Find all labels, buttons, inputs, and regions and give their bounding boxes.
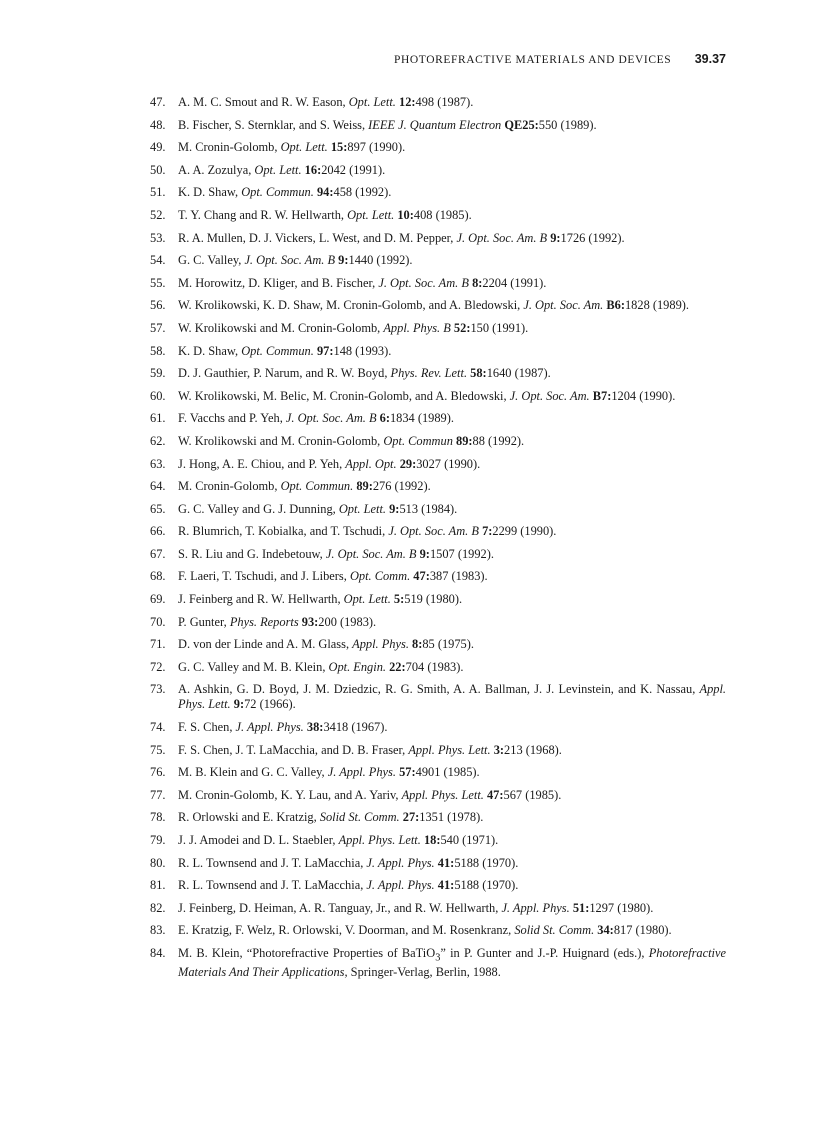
reference-segment: K. D. Shaw, bbox=[178, 185, 242, 200]
journal-title: Opt. Lett. bbox=[254, 162, 302, 177]
reference-segment: 213 (1968). bbox=[504, 742, 562, 757]
reference-entry bbox=[150, 434, 726, 449]
reference-segment: 1640 (1987). bbox=[486, 366, 551, 381]
reference-text bbox=[178, 833, 726, 848]
reference-segment: W. Krolikowski, M. Belic, M. Cronin-Golomb, and A. Bledowski, bbox=[178, 388, 510, 403]
reference-entry bbox=[150, 878, 726, 893]
volume-number: 7: bbox=[482, 524, 493, 539]
reference-segment: J. Hong, A. E. Chiou, and P. Yeh, bbox=[178, 456, 346, 471]
reference-number: 59. bbox=[150, 366, 166, 381]
journal-title: Opt. Commun. bbox=[280, 479, 354, 494]
reference-entry bbox=[150, 524, 726, 539]
journal-title: Photorefractive Materials And Their Applications, bbox=[178, 945, 726, 980]
volume-number: 97: bbox=[316, 343, 334, 358]
journal-title: Appl. Phys. Lett. bbox=[408, 742, 491, 757]
volume-number: 51: bbox=[572, 900, 590, 915]
reference-number: 67. bbox=[150, 546, 166, 561]
volume-number: 3: bbox=[493, 742, 505, 757]
volume-number: 22: bbox=[389, 659, 406, 674]
reference-segment: 5188 (1970). bbox=[454, 855, 519, 870]
reference-number: 47. bbox=[150, 95, 166, 109]
reference-segment: F. Vacchs and P. Yeh, bbox=[178, 411, 286, 426]
reference-text bbox=[178, 615, 726, 630]
reference-segment: 3027 (1990). bbox=[416, 456, 481, 471]
volume-number: 29: bbox=[399, 456, 417, 471]
volume-number: 12: bbox=[399, 95, 416, 109]
reference-text bbox=[178, 276, 726, 291]
reference-text bbox=[178, 344, 726, 359]
reference-segment: M. B. Klein, “Photorefractive Properties of BaTiO bbox=[178, 945, 436, 960]
reference-number: 56. bbox=[150, 298, 166, 313]
journal-title: Appl. Phys. bbox=[352, 637, 409, 652]
reference-segment: W. Krolikowski and M. Cronin-Golomb, bbox=[178, 433, 384, 448]
reference-entry bbox=[150, 185, 726, 200]
reference-entry bbox=[150, 457, 726, 472]
journal-title: Opt. Engin. bbox=[328, 659, 386, 674]
reference-segment: G. C. Valley and M. B. Klein, bbox=[178, 659, 329, 674]
reference-segment: E. Kratzig, F. Welz, R. Orlowski, V. Doorman, and M. Rosenkranz, bbox=[178, 923, 515, 938]
reference-segment: M. Horowitz, D. Kliger, and B. Fischer, bbox=[178, 275, 379, 290]
reference-segment: 817 (1980). bbox=[613, 923, 672, 938]
reference-text bbox=[178, 946, 726, 980]
reference-text bbox=[178, 389, 726, 404]
volume-number: 41: bbox=[437, 855, 455, 870]
journal-title: Appl. Phys. B bbox=[383, 320, 451, 335]
reference-entry bbox=[150, 118, 726, 133]
reference-list bbox=[150, 95, 726, 988]
journal-title: Solid St. Comm. bbox=[319, 810, 400, 825]
running-header bbox=[150, 52, 726, 66]
reference-text bbox=[178, 743, 726, 758]
reference-number: 65. bbox=[150, 501, 166, 516]
reference-number: 55. bbox=[150, 275, 166, 290]
volume-number: 52: bbox=[453, 320, 471, 335]
reference-segment: 567 (1985). bbox=[503, 787, 562, 802]
reference-segment: G. C. Valley and G. J. Dunning, bbox=[178, 501, 339, 516]
reference-segment: 200 (1983). bbox=[318, 614, 377, 629]
reference-segment: 5188 (1970). bbox=[454, 878, 519, 893]
journal-title: J. Opt. Soc. Am. bbox=[509, 388, 590, 403]
reference-number: 62. bbox=[150, 433, 166, 448]
reference-entry bbox=[150, 833, 726, 848]
reference-entry bbox=[150, 411, 726, 426]
running-title: PHOTOREFRACTIVE MATERIALS AND DEVICES bbox=[393, 54, 672, 66]
reference-segment: R. A. Mullen, D. J. Vickers, L. West, and D. M. Pepper, bbox=[178, 230, 457, 245]
reference-text bbox=[178, 923, 726, 938]
reference-text bbox=[178, 810, 726, 825]
reference-segment: M. Cronin-Golomb, K. Y. Lau, and A. Yariv, bbox=[178, 787, 402, 802]
reference-entry bbox=[150, 208, 726, 223]
journal-title: J. Appl. Phys. bbox=[366, 878, 435, 893]
reference-segment: 1440 (1992). bbox=[348, 253, 413, 268]
journal-title: J. Opt. Soc. Am. B bbox=[388, 524, 479, 539]
reference-segment: 148 (1993). bbox=[333, 343, 392, 358]
reference-segment: 1297 (1980). bbox=[589, 900, 654, 915]
journal-title: Opt. Lett. bbox=[280, 140, 328, 155]
reference-entry bbox=[150, 901, 726, 916]
volume-number: 41: bbox=[437, 878, 455, 893]
reference-segment: 897 (1990). bbox=[347, 140, 406, 155]
reference-number: 71. bbox=[150, 637, 166, 652]
reference-segment: J. Feinberg, D. Heiman, A. R. Tanguay, Jr., and R. W. Hellwarth, bbox=[178, 900, 502, 915]
journal-title: Opt. Lett. bbox=[338, 501, 386, 516]
reference-number: 70. bbox=[150, 614, 166, 629]
journal-title: J. Appl. Phys. bbox=[501, 900, 570, 915]
reference-entry bbox=[150, 856, 726, 871]
reference-segment: 150 (1991). bbox=[470, 320, 529, 335]
reference-text bbox=[178, 569, 726, 584]
reference-segment: 540 (1971). bbox=[440, 833, 499, 847]
reference-segment: F. S. Chen, J. T. LaMacchia, and D. B. Fraser, bbox=[178, 742, 409, 757]
journal-title: Opt. Commun bbox=[383, 433, 453, 448]
reference-text bbox=[178, 163, 726, 178]
reference-number: 51. bbox=[150, 185, 166, 200]
reference-segment: 1726 (1992). bbox=[560, 230, 625, 245]
volume-number: 93: bbox=[301, 614, 319, 629]
reference-number: 50. bbox=[150, 162, 166, 177]
reference-segment: M. Cronin-Golomb, bbox=[178, 140, 281, 155]
reference-text bbox=[178, 321, 726, 336]
reference-segment: 3418 (1967). bbox=[323, 720, 388, 735]
reference-entry bbox=[150, 344, 726, 359]
journal-title: J. Opt. Soc. Am. B bbox=[325, 546, 417, 561]
reference-segment: K. D. Shaw, bbox=[178, 343, 242, 358]
journal-title: J. Opt. Soc. Am. B bbox=[244, 253, 336, 268]
reference-segment: 513 (1984). bbox=[399, 501, 458, 516]
reference-number: 77. bbox=[150, 787, 166, 802]
reference-number: 83. bbox=[150, 923, 166, 938]
volume-number: 57: bbox=[399, 765, 416, 780]
volume-number: 9: bbox=[338, 253, 349, 268]
reference-segment: 550 (1989). bbox=[538, 117, 597, 132]
reference-segment: S. R. Liu and G. Indebetouw, bbox=[178, 546, 326, 561]
reference-segment: J. Feinberg and R. W. Hellwarth, bbox=[178, 592, 344, 607]
reference-number: 63. bbox=[150, 456, 166, 471]
reference-entry bbox=[150, 569, 726, 584]
reference-text bbox=[178, 366, 726, 381]
reference-segment: 408 (1985). bbox=[413, 207, 472, 222]
reference-segment: B. Fischer, S. Sternklar, and S. Weiss, bbox=[178, 117, 369, 132]
reference-text bbox=[178, 95, 726, 110]
reference-segment: J. J. Amodei and D. L. Staebler, bbox=[178, 833, 339, 847]
reference-text bbox=[178, 208, 726, 223]
reference-entry bbox=[150, 682, 726, 712]
reference-entry bbox=[150, 946, 726, 980]
volume-number: 38: bbox=[306, 720, 324, 735]
reference-segment: G. C. Valley, bbox=[178, 253, 245, 268]
reference-segment: 2204 (1991). bbox=[482, 275, 547, 290]
journal-title: J. Opt. Soc. Am. B bbox=[285, 411, 377, 426]
volume-number: 47: bbox=[413, 569, 430, 584]
reference-segment: 1834 (1989). bbox=[389, 411, 454, 426]
reference-entry bbox=[150, 276, 726, 291]
journal-title: Opt. Commun. bbox=[241, 343, 314, 358]
reference-entry bbox=[150, 547, 726, 562]
reference-entry bbox=[150, 389, 726, 404]
reference-entry bbox=[150, 366, 726, 381]
reference-text bbox=[178, 720, 726, 735]
reference-number: 49. bbox=[150, 140, 166, 155]
reference-entry bbox=[150, 479, 726, 494]
reference-segment: 387 (1983). bbox=[429, 569, 488, 584]
reference-text bbox=[178, 547, 726, 562]
reference-text bbox=[178, 788, 726, 803]
reference-text bbox=[178, 298, 726, 313]
reference-segment: 1828 (1989). bbox=[624, 298, 689, 313]
journal-title: J. Opt. Soc. Am. bbox=[523, 298, 604, 313]
reference-segment: 458 (1992). bbox=[333, 185, 392, 200]
reference-text bbox=[178, 479, 726, 494]
journal-title: Phys. Reports bbox=[229, 614, 299, 629]
reference-entry bbox=[150, 95, 726, 110]
reference-segment: 2299 (1990). bbox=[492, 524, 557, 539]
reference-text bbox=[178, 878, 726, 893]
reference-segment: R. Orlowski and E. Kratzig, bbox=[178, 810, 320, 825]
reference-number: 73. bbox=[150, 682, 166, 697]
volume-number: 27: bbox=[402, 810, 420, 825]
reference-entry bbox=[150, 720, 726, 735]
reference-segment: D. J. Gauthier, P. Narum, and R. W. Boyd, bbox=[178, 366, 391, 381]
reference-segment: M. Cronin-Golomb, bbox=[178, 479, 281, 494]
journal-title: J. Opt. Soc. Am. B bbox=[456, 230, 548, 245]
journal-title: Opt. Lett. bbox=[343, 592, 391, 607]
journal-title: Appl. Opt. bbox=[345, 456, 397, 471]
reference-segment: 72 (1966). bbox=[244, 697, 296, 712]
reference-number: 60. bbox=[150, 388, 166, 403]
reference-entry bbox=[150, 253, 726, 268]
reference-number: 74. bbox=[150, 720, 166, 735]
journal-title: Opt. Lett. bbox=[347, 207, 395, 222]
reference-number: 82. bbox=[150, 900, 166, 915]
reference-segment: 704 (1983). bbox=[405, 659, 464, 674]
reference-number: 79. bbox=[150, 833, 166, 847]
reference-segment: Springer-Verlag, Berlin, 1988. bbox=[347, 965, 501, 980]
reference-text bbox=[178, 253, 726, 268]
reference-segment: 519 (1980). bbox=[404, 592, 463, 607]
reference-number: 80. bbox=[150, 855, 166, 870]
reference-entry bbox=[150, 743, 726, 758]
journal-title: Appl. Phys. Lett. bbox=[338, 833, 421, 847]
reference-segment: R. L. Townsend and J. T. LaMacchia, bbox=[178, 878, 367, 893]
reference-segment: 1351 (1978). bbox=[419, 810, 484, 825]
journal-title: J. Appl. Phys. bbox=[327, 765, 396, 780]
reference-entry bbox=[150, 140, 726, 155]
reference-number: 61. bbox=[150, 411, 166, 426]
reference-number: 69. bbox=[150, 592, 166, 607]
reference-segment: 498 (1987). bbox=[415, 95, 474, 109]
reference-segment: 85 (1975). bbox=[422, 637, 474, 652]
volume-number: QE25: bbox=[504, 117, 539, 132]
page-number: 39.37 bbox=[694, 52, 726, 66]
reference-entry bbox=[150, 660, 726, 675]
reference-text bbox=[178, 637, 726, 652]
reference-text bbox=[178, 457, 726, 472]
reference-entry bbox=[150, 298, 726, 313]
reference-segment: P. Gunter, bbox=[178, 614, 230, 629]
journal-title: J. Appl. Phys. bbox=[235, 720, 304, 735]
reference-segment: W. Krolikowski and M. Cronin-Golomb, bbox=[178, 320, 384, 335]
journal-title: Opt. Lett. bbox=[348, 95, 396, 109]
volume-number: B6: bbox=[606, 298, 625, 313]
reference-text bbox=[178, 856, 726, 871]
reference-segment: 4901 (1985). bbox=[415, 765, 480, 780]
reference-entry bbox=[150, 321, 726, 336]
volume-number: 8: bbox=[412, 637, 423, 652]
reference-segment: T. Y. Chang and R. W. Hellwarth, bbox=[178, 207, 348, 222]
reference-entry bbox=[150, 592, 726, 607]
reference-number: 64. bbox=[150, 479, 166, 494]
reference-segment: A. M. C. Smout and R. W. Eason, bbox=[178, 95, 349, 109]
reference-number: 84. bbox=[150, 945, 166, 960]
journal-title: Appl. Phys. Lett. bbox=[401, 787, 484, 802]
reference-number: 78. bbox=[150, 810, 166, 825]
reference-number: 48. bbox=[150, 117, 166, 132]
reference-segment: W. Krolikowski, K. D. Shaw, M. Cronin-Golomb, and A. Bledowski, bbox=[178, 298, 524, 313]
reference-entry bbox=[150, 163, 726, 178]
volume-number: B7: bbox=[592, 388, 612, 403]
volume-number: 6: bbox=[379, 411, 390, 426]
journal-title: Opt. Commun. bbox=[241, 185, 314, 200]
reference-segment: F. S. Chen, bbox=[178, 720, 236, 735]
volume-number: 9: bbox=[389, 501, 400, 516]
reference-number: 76. bbox=[150, 765, 166, 780]
volume-number: 89: bbox=[456, 433, 473, 448]
reference-segment: 2042 (1991). bbox=[321, 162, 386, 177]
reference-text bbox=[178, 140, 726, 155]
reference-text bbox=[178, 411, 726, 426]
reference-segment: D. von der Linde and A. M. Glass, bbox=[178, 637, 353, 652]
reference-segment: R. Blumrich, T. Kobialka, and T. Tschudi, bbox=[178, 524, 389, 539]
reference-segment: M. B. Klein and G. C. Valley, bbox=[178, 765, 328, 780]
reference-text bbox=[178, 592, 726, 607]
volume-number: 16: bbox=[304, 162, 322, 177]
reference-entry bbox=[150, 788, 726, 803]
reference-segment: A. A. Zozulya, bbox=[178, 162, 255, 177]
reference-segment: 1204 (1990). bbox=[611, 388, 676, 403]
reference-text bbox=[178, 901, 726, 916]
reference-segment: 276 (1992). bbox=[372, 479, 431, 494]
volume-number: 9: bbox=[419, 546, 430, 561]
reference-number: 81. bbox=[150, 878, 166, 893]
reference-number: 54. bbox=[150, 253, 166, 268]
reference-text bbox=[178, 765, 726, 780]
reference-text bbox=[178, 185, 726, 200]
reference-text bbox=[178, 502, 726, 517]
reference-entry bbox=[150, 637, 726, 652]
reference-entry bbox=[150, 615, 726, 630]
reference-entry bbox=[150, 923, 726, 938]
reference-entry bbox=[150, 231, 726, 246]
reference-text bbox=[178, 434, 726, 449]
reference-text bbox=[178, 682, 726, 712]
volume-number: 89: bbox=[356, 479, 373, 494]
volume-number: 58: bbox=[470, 366, 487, 381]
reference-text bbox=[178, 118, 726, 133]
reference-text bbox=[178, 524, 726, 539]
volume-number: 47: bbox=[486, 787, 504, 802]
volume-number: 5: bbox=[393, 592, 405, 607]
volume-number: 9: bbox=[550, 230, 561, 245]
reference-number: 52. bbox=[150, 207, 166, 222]
journal-title: J. Appl. Phys. bbox=[366, 855, 435, 870]
subscript: 3 bbox=[435, 952, 441, 964]
journal-title: Phys. Rev. Lett. bbox=[390, 366, 468, 381]
volume-number: 94: bbox=[316, 185, 334, 200]
reference-segment: ” in P. Gunter and J.-P. Huignard (eds.), bbox=[440, 945, 649, 960]
reference-text bbox=[178, 231, 726, 246]
reference-entry bbox=[150, 765, 726, 780]
reference-segment: A. Ashkin, G. D. Boyd, J. M. Dziedzic, R. G. Smith, A. A. Ballman, J. J. Levinstein, and K. Nassau, bbox=[178, 682, 700, 697]
journal-title: J. Opt. Soc. Am. B bbox=[378, 275, 469, 290]
reference-segment: 1507 (1992). bbox=[429, 546, 494, 561]
reference-number: 72. bbox=[150, 659, 166, 674]
reference-entry bbox=[150, 502, 726, 517]
reference-entry bbox=[150, 810, 726, 825]
reference-segment: F. Laeri, T. Tschudi, and J. Libers, bbox=[178, 569, 350, 584]
journal-title: IEEE J. Quantum Electron bbox=[368, 117, 502, 132]
volume-number: 18: bbox=[423, 833, 441, 847]
reference-number: 66. bbox=[150, 524, 166, 539]
reference-number: 75. bbox=[150, 742, 166, 757]
reference-number: 68. bbox=[150, 569, 166, 584]
reference-text bbox=[178, 660, 726, 675]
volume-number: 9: bbox=[233, 697, 245, 712]
reference-segment: R. L. Townsend and J. T. LaMacchia, bbox=[178, 855, 367, 870]
journal-title: Opt. Comm. bbox=[349, 569, 411, 584]
volume-number: 10: bbox=[397, 207, 414, 222]
journal-title: Appl. Phys. Lett. bbox=[178, 682, 726, 712]
volume-number: 15: bbox=[330, 140, 348, 155]
reference-segment: 88 (1992). bbox=[472, 433, 525, 448]
journal-title: Solid St. Comm. bbox=[514, 923, 595, 938]
reference-number: 57. bbox=[150, 320, 166, 335]
reference-number: 53. bbox=[150, 230, 166, 245]
volume-number: 34: bbox=[597, 923, 614, 938]
reference-number: 58. bbox=[150, 343, 166, 358]
volume-number: 8: bbox=[472, 275, 483, 290]
